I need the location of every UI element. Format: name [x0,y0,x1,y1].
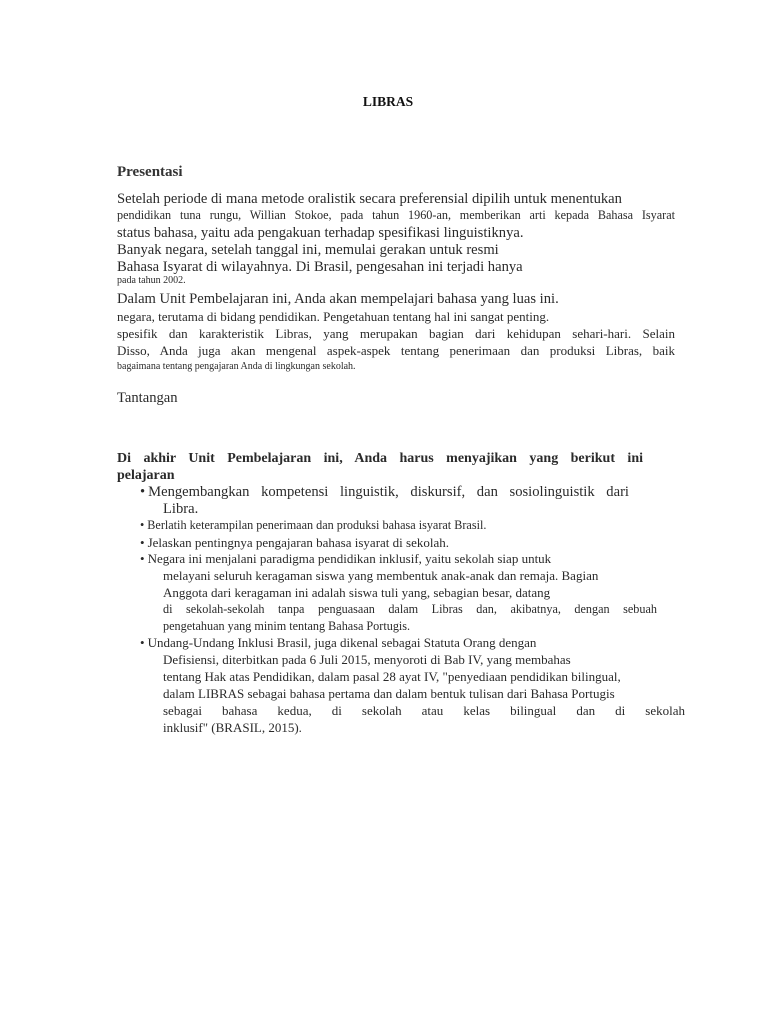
presentation-line-6: pada tahun 2002. [117,275,186,286]
presentation-line-1: Setelah periode di mana metode oralistik secara preferensial dipilih untuk menentukan [117,191,622,207]
bullet-item-2-line-1: Berlatih keterampilan penerimaan dan produksi bahasa isyarat Brasil. [147,518,487,532]
presentation-line-9: spesifik dan karakteristik Libras, yang merupakan bagian dari kehidupan sehari-hari. Selain [117,326,675,341]
bullet-item-5-line-1: Undang-Undang Inklusi Brasil, juga dikenal sebagai Statuta Orang dengan [147,635,537,650]
bullet-item-1-line-2: Libra. [163,501,199,517]
presentation-heading: Presentasi [117,164,183,180]
bullet-item-1-line-1: Mengembangkan kompetensi linguistik, diskursif, dan sosiolinguistik dari [148,484,629,500]
presentation-line-5: Bahasa Isyarat di wilayahnya. Di Brasil, pengesahan ini terjadi hanya [117,259,523,275]
bullet-item-4-line-2: melayani seluruh keragaman siswa yang membentuk anak-anak dan remaja. Bagian [163,568,599,583]
bullet-item-3 [140,536,449,549]
presentation-line-11: bagaimana tentang pengajaran Anda di lingkungan sekolah. [117,361,356,372]
task-intro-line-2: pelajaran [117,468,175,483]
bullet-item-2 [140,519,486,531]
bullet-item-5-line-3: tentang Hak atas Pendidikan, dalam pasal 28 ayat IV, "penyediaan pendidikan bilingual, [163,669,621,684]
bullet-item-3-line-1: Jelaskan pentingnya pengajaran bahasa isyarat di sekolah. [147,535,449,550]
document-title: LIBRAS [362,94,414,109]
bullet-item-4-line-1: Negara ini menjalani paradigma pendidikan inklusif, yaitu sekolah siap untuk [147,551,552,566]
bullet-item-4 [140,552,551,565]
presentation-line-2: pendidikan tuna rungu, Willian Stokoe, pada tahun 1960-an, memberikan arti kepada Bahasa Isyarat [117,208,675,222]
bullet-marker: • [140,535,145,550]
bullet-item-5-line-6: inklusif" (BRASIL, 2015). [163,720,302,735]
bullet-item-5-line-5: sebagai bahasa kedua, di sekolah atau kelas bilingual dan di sekolah [163,703,685,718]
presentation-line-4: Banyak negara, setelah tanggal ini, memulai gerakan untuk resmi [117,242,499,258]
presentation-line-10: Disso, Anda juga akan mengenal aspek-aspek tentang penerimaan dan produksi Libras, baik [117,343,675,358]
bullet-item-4-line-5: pengetahuan yang minim tentang Bahasa Portugis. [163,619,411,633]
bullet-item-4-line-3: Anggota dari keragaman ini adalah siswa tuli yang, sebagian besar, datang [163,585,551,600]
presentation-line-8: negara, terutama di bidang pendidikan. Pengetahuan tentang hal ini sangat penting. [117,309,550,324]
bullet-item-1 [140,485,629,500]
presentation-line-7: Dalam Unit Pembelajaran ini, Anda akan mempelajari bahasa yang luas ini. [117,291,559,307]
bullet-marker: • [140,518,145,532]
bullet-item-5-line-4: dalam LIBRAS sebagai bahasa pertama dan dalam bentuk tulisan dari Bahasa Portugis [163,686,615,701]
presentation-line-3: status bahasa, yaitu ada pengakuan terhadap spesifikasi linguistiknya. [117,225,524,241]
bullet-item-5-line-2: Defisiensi, diterbitkan pada 6 Juli 2015, menyoroti di Bab IV, yang membahas [163,652,571,667]
bullet-marker: • [140,635,145,650]
task-intro-line-1: Di akhir Unit Pembelajaran ini, Anda harus menyajikan yang berikut ini [117,451,643,466]
bullet-marker: • [140,551,145,566]
bullet-marker: • [140,484,146,500]
bullet-item-5 [140,636,536,649]
challenge-heading: Tantangan [117,390,178,406]
bullet-item-4-line-4: di sekolah-sekolah tanpa penguasaan dalam Libras dan, akibatnya, dengan sebuah [163,602,657,616]
